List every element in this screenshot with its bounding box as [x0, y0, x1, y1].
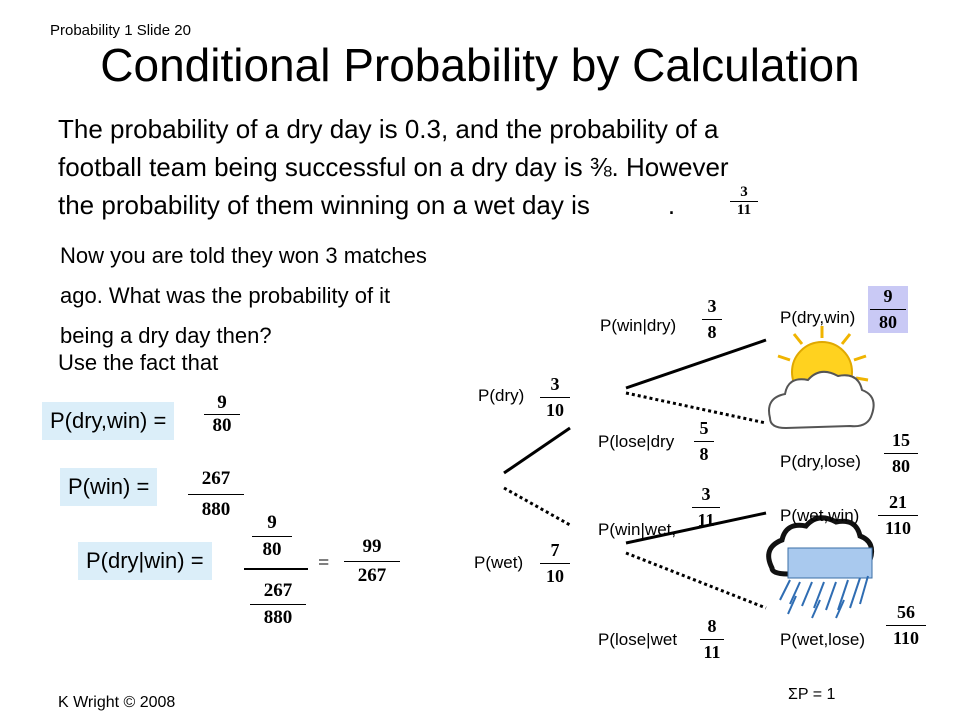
branch-wet: [504, 488, 570, 525]
equals-sign: =: [318, 552, 330, 574]
lose-given-dry-fraction: 5 8: [694, 418, 714, 465]
dry-lose-fraction: 15 80: [884, 430, 918, 477]
compound-denominator-fraction: 267 880: [250, 580, 306, 629]
branch-dry-win: [626, 340, 766, 388]
dry-win-label: P(dry,win): [780, 308, 856, 327]
win-given-dry-fraction: 3 8: [702, 296, 722, 343]
compound-numerator-fraction: 9 80: [252, 512, 292, 561]
branch-dry: [504, 428, 570, 473]
copyright: K Wright © 2008: [58, 694, 176, 711]
sum-note: ΣP = 1: [788, 686, 836, 703]
wet-lose-fraction: 56 110: [886, 602, 926, 649]
win-given-wet-label: P(win|wet,: [598, 520, 677, 539]
p-dry-label: P(dry): [478, 386, 525, 405]
wet-win-fraction: 3 11: [730, 184, 758, 219]
p-win-fraction: 267 880: [188, 468, 244, 521]
question-line-2: ago. What was the probability of it: [60, 283, 391, 308]
p-wet-label: P(wet): [474, 553, 524, 572]
question-line-1: Now you are told they won 3 matches: [60, 243, 427, 268]
branch-wet-lose: [626, 553, 766, 608]
slide-number: Probability 1 Slide 20: [50, 22, 191, 39]
intro-line-3-end: .: [667, 190, 676, 220]
intro-line-3-text: the probability of them winning on a wet day is: [58, 190, 590, 220]
lose-given-dry-label: P(lose|dry: [598, 432, 675, 451]
p-wet-fraction: 7 10: [540, 540, 570, 587]
slide-title: Conditional Probability by Calculation: [100, 39, 860, 91]
question-line-3: being a dry day then?: [60, 323, 272, 348]
wet-win-label: P(wet,win): [780, 506, 860, 525]
dry-lose-label: P(dry,lose): [780, 452, 861, 471]
p-dry-win-box: P(dry,win) =: [42, 402, 174, 440]
p-dry-win-fraction: 9 80: [204, 392, 240, 437]
wet-win-fraction: 21 110: [878, 492, 918, 539]
use-fact-text: Use the fact that: [58, 350, 219, 375]
lose-given-wet-label: P(lose|wet: [598, 630, 678, 649]
dry-win-fraction: 9 80: [868, 286, 908, 333]
result-fraction: 99 267: [344, 536, 400, 587]
rain-cloud-icon: [769, 518, 872, 618]
intro-line-2: football team being successful on a dry day is ⅜. However: [58, 152, 729, 182]
win-given-wet-fraction: 3 11: [692, 484, 720, 531]
sun-cloud-icon: [769, 326, 874, 428]
lose-given-wet-fraction: 8 11: [700, 616, 724, 663]
p-dry-fraction: 3 10: [540, 374, 570, 421]
p-win-box: P(win) =: [60, 468, 157, 506]
wet-lose-label: P(wet,lose): [780, 630, 866, 649]
win-given-dry-label: P(win|dry): [600, 316, 677, 335]
p-dry-given-win-box: P(dry|win) =: [78, 542, 212, 580]
intro-line-1: The probability of a dry day is 0.3, and the probability of a: [58, 114, 719, 144]
